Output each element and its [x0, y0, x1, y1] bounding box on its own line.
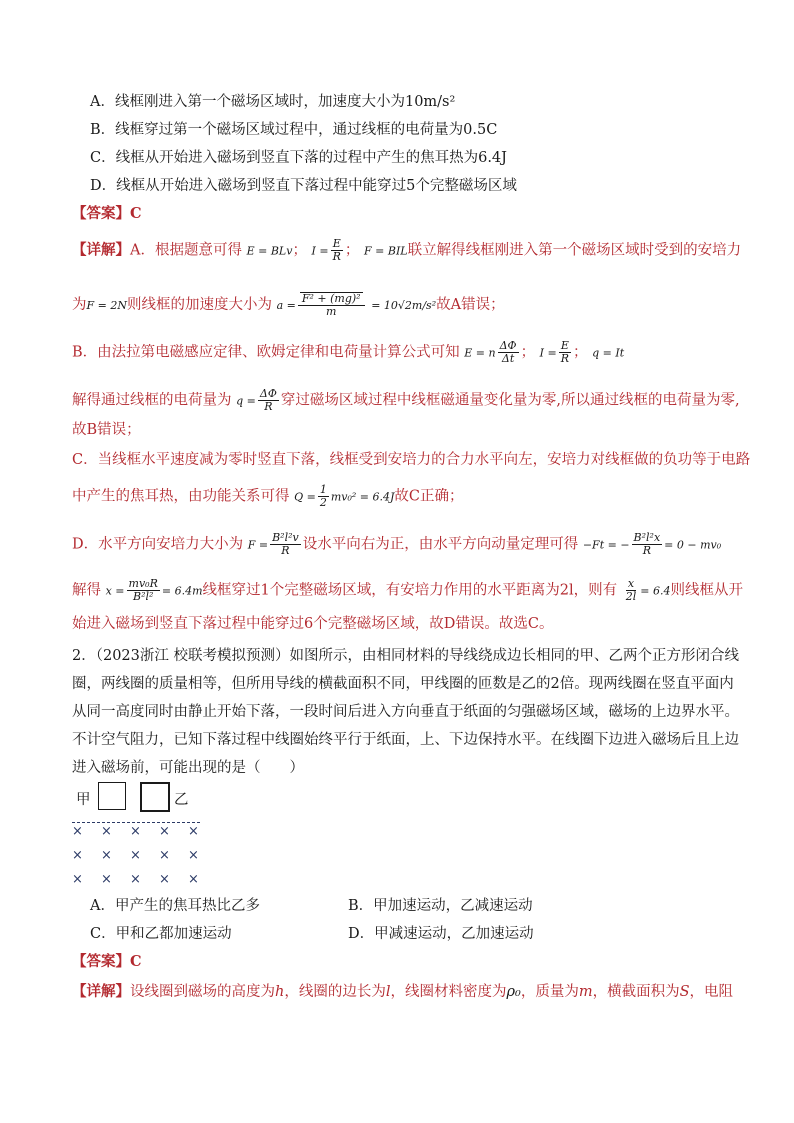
detail-a-line2: 为F = 2N则线框的加速度大小为 a = $\frac{\text{F² + (mg)²}}{m}$ = 10√2m/s²故A错误；: [72, 292, 505, 318]
field-cross: ×: [72, 848, 83, 863]
field-cross: ×: [72, 872, 83, 887]
field-cross: ×: [130, 872, 141, 887]
detail-d-line1: D．水平方向安培力大小为 F = $\frac{\text{B²l²v}}{R}$ 设水平向右为正，由水平方向动量定理可得 −Ft = − $\frac{\text{B²l²x}}{R}$ = 0 − mv₀: [72, 531, 722, 557]
q2-line4: 不计空气阻力，已知下落过程中线圈始终平行于纸面，上、下边保持水平。在线圈下边进入磁场后且上边: [72, 732, 739, 748]
q2-choice-b: B．甲加速运动，乙减速运动: [348, 898, 533, 914]
coil-yi: [140, 782, 170, 812]
detail-b-line1: B．由法拉第电磁感应定律、欧姆定律和电荷量计算公式可知 E = n $\frac{\Delta\Phi}{\Delta t}$ ； I = $\frac{E}{R}$ ； q = It: [72, 339, 625, 365]
detail-a-line1: 【详解】A．根据题意可得 E = BLv； I = $\frac{E}{R}$ ； F = BIL联立解得线框刚进入第一个磁场区域时受到的安培力: [72, 237, 742, 263]
field-cross: ×: [101, 824, 112, 839]
field-boundary: [72, 822, 200, 823]
detail-c-line1: C．当线框水平速度减为零时竖直下落，线框受到安培力的合力水平向左，安培力对线框做的负功等于电路: [72, 452, 751, 468]
q2-line1: 2．（2023浙江 校联考模拟预测）如图所示，由相同材料的导线绕成边长相同的甲、乙两个正方形闭合线: [72, 648, 739, 664]
q2-choice-d: D．甲减速运动，乙加速运动: [348, 926, 534, 942]
detail-d-line3: 始进入磁场到竖直下落过程中能穿过6个完整磁场区域，故D错误。故选C。: [72, 616, 554, 632]
field-cross: ×: [101, 848, 112, 863]
detail-c-line2: 中产生的焦耳热，由功能关系可得 Q = $\frac{1}{2}$ mv₀² = 6.4J故C正确；: [72, 483, 464, 509]
detail-b-line2: 解得通过线框的电荷量为 q = $\frac{\Delta\Phi}{R}$ 穿过磁场区域过程中线框磁通量变化量为零,所以通过线框的电荷量为零,: [72, 387, 740, 413]
field-cross: ×: [72, 824, 83, 839]
field-cross: ×: [188, 848, 199, 863]
field-cross: ×: [159, 824, 170, 839]
detail-d-line2: 解得 x = $\frac{\text{mv₀R}}{\text{B²l²}}$ = 6.4m线框穿过1个完整磁场区域，有安培力作用的水平距离为2l，则有 $\frac{x}{2l}$ = 6.4则线框从开: [72, 577, 743, 603]
answer-2: 【答案】C: [72, 953, 142, 970]
label-yi: 乙: [174, 792, 189, 808]
option-d: D．线框从开始进入磁场到竖直下落过程中能穿过5个完整磁场区域: [90, 178, 517, 194]
coil-jia: [98, 782, 126, 810]
field-cross: ×: [188, 872, 199, 887]
field-cross: ×: [130, 848, 141, 863]
q2-choice-a: A．甲产生的焦耳热比乙多: [90, 898, 260, 914]
option-a: A．线框刚进入第一个磁场区域时，加速度大小为10m/s²: [90, 94, 456, 110]
field-cross: ×: [159, 872, 170, 887]
answer-1: 【答案】C: [72, 205, 142, 222]
field-cross: ×: [159, 848, 170, 863]
field-cross: ×: [130, 824, 141, 839]
option-c: C．线框从开始进入磁场到竖直下落的过程中产生的焦耳热为6.4J: [90, 150, 507, 166]
field-cross: ×: [188, 824, 199, 839]
option-b: B．线框穿过第一个磁场区域过程中，通过线框的电荷量为0.5C: [90, 122, 498, 138]
detail-b-line3: 故B错误；: [72, 422, 141, 438]
q2-choice-c: C．甲和乙都加速运动: [90, 926, 232, 942]
label-jia: 甲: [76, 792, 91, 808]
field-cross: ×: [101, 872, 112, 887]
q2-line2: 圈，两线圈的质量相等，但所用导线的横截面积不同，甲线圈的匝数是乙的2倍。现两线圈在竖直平面内: [72, 676, 734, 692]
detail-2-line1: 【详解】设线圈到磁场的高度为h，线圈的边长为l，线圈材料密度为ρ₀，质量为m，横截面积为S，电阻: [72, 983, 734, 1000]
q2-line3: 从同一高度同时由静止开始下落，一段时间后进入方向垂直于纸面的匀强磁场区域，磁场的上边界水平。: [72, 704, 739, 720]
q2-line5: 进入磁场前，可能出现的是（ ）: [72, 760, 304, 776]
